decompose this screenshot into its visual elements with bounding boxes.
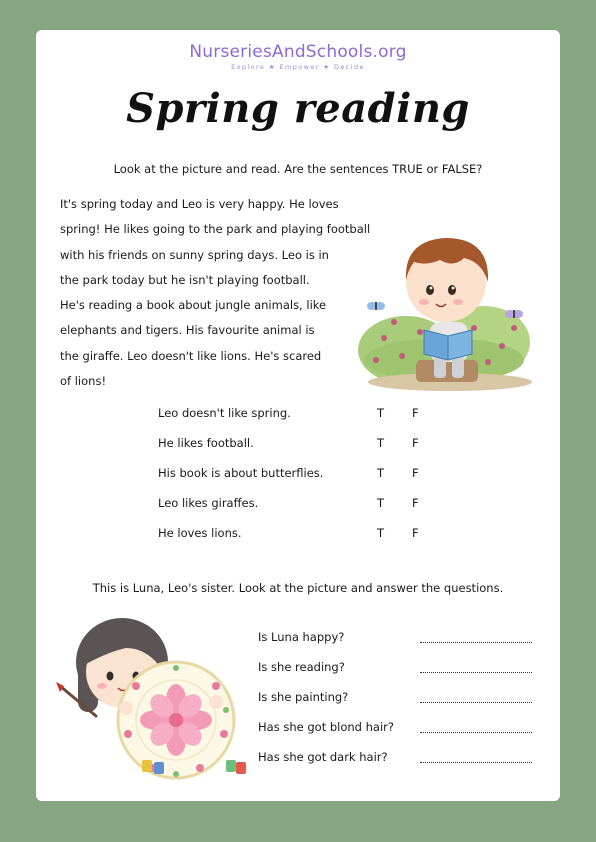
story-line: elephants and tigers. His favourite animal is (60, 323, 315, 338)
true-option[interactable]: T (377, 436, 385, 450)
question-text: Is Luna happy? (258, 630, 345, 644)
true-false-list (158, 406, 428, 556)
true-option[interactable]: T (377, 526, 385, 540)
false-option[interactable]: F (412, 406, 419, 420)
butterfly-icon (505, 310, 523, 318)
list-item (258, 720, 538, 750)
story-text (60, 192, 390, 394)
story-line: It's spring today and Leo is very happy. He loves (60, 197, 339, 211)
girl-painting-illustration (56, 608, 246, 780)
instruction-questions: This is Luna, Leo's sister. Look at the picture and answer the questions. (92, 581, 504, 595)
question-text: Is she painting? (258, 690, 349, 704)
story-line: spring! He likes going to the park and playing football (60, 222, 371, 237)
false-option[interactable]: F (412, 436, 419, 450)
worksheet (36, 30, 560, 801)
list-item (158, 466, 428, 496)
list-item (258, 630, 538, 660)
question-list (258, 630, 538, 780)
question-text: Has she got blond hair? (258, 720, 394, 734)
butterfly-icon (367, 302, 385, 310)
story-line: the giraffe. Leo doesn't like lions. He's scared (60, 348, 322, 363)
story-line: with his friends on sunny spring days. Leo is in (60, 247, 329, 262)
answer-line[interactable] (420, 732, 532, 733)
page-title: Spring reading (126, 85, 470, 132)
statement-text: He loves lions. (158, 526, 242, 540)
true-option[interactable]: T (377, 466, 385, 480)
story-line: the park today but he isn't playing football. (60, 272, 310, 287)
answer-line[interactable] (420, 702, 532, 703)
list-item (158, 406, 428, 436)
list-item (258, 660, 538, 690)
instruction-true-false: Look at the picture and read. Are the sentences TRUE or FALSE? (113, 162, 483, 176)
list-item (158, 526, 428, 556)
statement-text: His book is about butterflies. (158, 466, 324, 480)
statement-text: Leo doesn't like spring. (158, 406, 291, 420)
boy-reading-illustration (354, 210, 532, 396)
logo-tagline: Explore ★ Empower ★ Decide (231, 63, 365, 71)
false-option[interactable]: F (412, 496, 419, 510)
story-line: of lions! (60, 374, 107, 389)
answer-line[interactable] (420, 672, 532, 673)
list-item (158, 436, 428, 466)
logo-text: NurseriesAndSchools.org (189, 42, 407, 62)
list-item (258, 690, 538, 720)
statement-text: Leo likes giraffes. (158, 496, 259, 510)
list-item (158, 496, 428, 526)
true-option[interactable]: T (377, 496, 385, 510)
log-seat (416, 360, 478, 382)
answer-line[interactable] (420, 642, 532, 643)
statement-text: He likes football. (158, 436, 254, 450)
true-option[interactable]: T (377, 406, 385, 420)
question-text: Is she reading? (258, 660, 345, 674)
question-text: Has she got dark hair? (258, 750, 388, 764)
answer-line[interactable] (420, 762, 532, 763)
story-line: He's reading a book about jungle animals, like (60, 298, 327, 313)
list-item (258, 750, 538, 780)
false-option[interactable]: F (412, 526, 419, 540)
site-logo[interactable] (36, 42, 560, 71)
false-option[interactable]: F (412, 466, 419, 480)
